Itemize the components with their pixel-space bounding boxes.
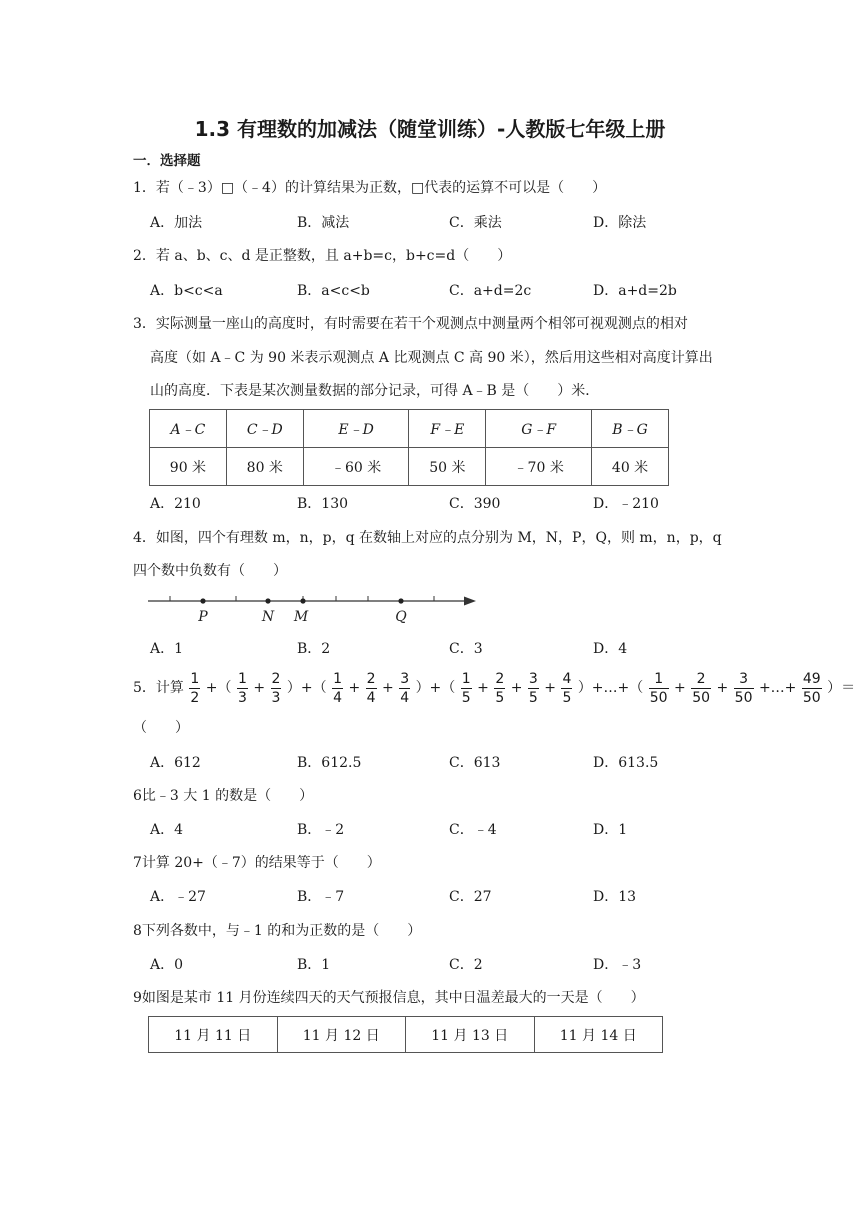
operator: +（ [205, 680, 232, 696]
fraction: $\frac{1}{50}$ [649, 670, 668, 706]
table-cell: F﹣E [409, 410, 486, 448]
weather-forecast-table [148, 1016, 663, 1053]
point-p-dot [200, 598, 205, 603]
operator: ）+（ [415, 680, 456, 696]
question-9-text: 9如图是某市 11 月份连续四天的天气预报信息，其中日温差最大的一天是（ ） [133, 990, 645, 1006]
table-cell: 90 米 [150, 448, 227, 486]
option-a[interactable]: A．210 [150, 496, 201, 512]
question-3-line-1: 3．实际测量一座山的高度时，有时需要在若干个观测点中测量两个相邻可视观测点的相对 [133, 316, 688, 332]
option-d[interactable]: D．4 [593, 641, 628, 657]
option-b[interactable]: B．a<c<b [297, 283, 370, 299]
number-line-figure [146, 590, 486, 626]
question-7-text: 7计算 20+（﹣7）的结果等于（ ） [133, 855, 381, 871]
operator: + [348, 680, 361, 696]
question-4-line-1: 4．如图，四个有理数 m，n，p，q 在数轴上对应的点分别为 M，N，P，Q，则 m，n，p，q [133, 530, 722, 546]
question-5-options [150, 753, 710, 773]
question-1-options [150, 213, 710, 233]
fraction: $\frac{1}{2}$ [190, 670, 200, 706]
option-a[interactable]: A．加法 [150, 215, 203, 231]
table-cell: C﹣D [226, 410, 303, 448]
question-1-text: 1．若（﹣3）□（﹣4）的计算结果为正数，□代表的运算不可以是（ ） [133, 180, 607, 196]
question-3-line-2: 高度（如 A﹣C 为 90 米表示观测点 A 比观测点 C 高 90 米），然后用这些相对高度计算出 [150, 350, 713, 366]
option-b[interactable]: B．减法 [297, 215, 350, 231]
table-cell: 80 米 [226, 448, 303, 486]
fraction: $\frac{2}{4}$ [366, 670, 376, 706]
fraction: $\frac{3}{50}$ [734, 670, 753, 706]
operator: + [674, 680, 686, 696]
operator: ）＝ [827, 680, 856, 696]
height-data-table [149, 409, 669, 486]
option-d[interactable]: D．﹣210 [593, 496, 659, 512]
fraction: $\frac{3}{5}$ [528, 670, 538, 706]
option-c[interactable]: C．﹣4 [449, 822, 497, 838]
option-d[interactable]: D．13 [593, 889, 637, 905]
question-6-options [150, 820, 710, 840]
option-d[interactable]: D．613.5 [593, 755, 659, 771]
option-b[interactable]: B．612.5 [297, 755, 362, 771]
fraction: $\frac{1}{3}$ [237, 670, 247, 706]
operator: ）+（ [286, 680, 327, 696]
option-a[interactable]: A．﹣27 [150, 889, 206, 905]
question-3-options [150, 494, 710, 514]
option-c[interactable]: C．390 [449, 496, 501, 512]
question-6-text: 6比﹣3 大 1 的数是（ ） [133, 788, 314, 804]
fraction: $\frac{1}{4}$ [333, 670, 342, 706]
option-a[interactable]: A．b<c<a [150, 283, 223, 299]
operator: + [477, 680, 489, 696]
question-5-expression [133, 668, 855, 708]
arrow-icon [464, 597, 476, 606]
fraction: $\frac{1}{5}$ [461, 670, 471, 706]
option-d[interactable]: D．1 [593, 822, 628, 838]
table-cell: G﹣F [486, 410, 592, 448]
question-2-options [150, 281, 710, 301]
option-d[interactable]: D．﹣3 [593, 957, 642, 973]
table-row [150, 448, 669, 486]
table-cell: 40 米 [592, 448, 669, 486]
option-a[interactable]: A．0 [150, 957, 184, 973]
option-a[interactable]: A．1 [150, 641, 184, 657]
operator: + [510, 680, 523, 696]
option-d[interactable]: D．a+d=2b [593, 283, 677, 299]
question-7-options [150, 887, 710, 907]
question-4-options [150, 639, 710, 659]
option-c[interactable]: C．27 [449, 889, 492, 905]
table-cell: 11 月 14 日 [534, 1017, 663, 1053]
question-8-text: 8下列各数中，与﹣1 的和为正数的是（ ） [133, 923, 422, 939]
option-b[interactable]: B．130 [297, 496, 349, 512]
point-q-label: Q [395, 609, 407, 625]
question-5-answer-blank: （ ） [133, 720, 189, 736]
fraction: $\frac{2}{5}$ [495, 670, 505, 706]
option-b[interactable]: B．﹣7 [297, 889, 345, 905]
option-c[interactable]: C．a+d=2c [449, 283, 532, 299]
table-cell: ﹣60 米 [303, 448, 409, 486]
operator: + [382, 680, 394, 696]
fraction: $\frac{2}{50}$ [692, 670, 711, 706]
table-header-row [150, 410, 669, 448]
option-b[interactable]: B．﹣2 [297, 822, 345, 838]
option-b[interactable]: B．1 [297, 957, 331, 973]
option-a[interactable]: A．612 [150, 755, 201, 771]
table-cell: 11 月 12 日 [277, 1017, 406, 1053]
point-p-label: P [198, 609, 208, 625]
operator: +…+ [758, 680, 797, 696]
operator: + [716, 680, 729, 696]
table-header-row [149, 1017, 663, 1053]
point-m-label: M [293, 609, 309, 625]
table-cell: 50 米 [409, 448, 486, 486]
fraction: $\frac{3}{4}$ [400, 670, 410, 706]
table-cell: B﹣G [592, 410, 669, 448]
question-5-prefix: 5．计算 [133, 680, 184, 696]
point-n-dot [265, 598, 270, 603]
section-heading: 一．选择题 [133, 153, 201, 169]
operator: + [253, 680, 266, 696]
fraction: $\frac{2}{3}$ [271, 670, 281, 706]
option-c[interactable]: C．3 [449, 641, 483, 657]
operator: ）+…+（ [577, 680, 644, 696]
question-3-line-3: 山的高度．下表是某次测量数据的部分记录，可得 A﹣B 是（ ）米． [150, 383, 600, 399]
table-cell: 11 月 11 日 [149, 1017, 278, 1053]
point-n-label: N [261, 609, 275, 625]
table-cell: ﹣70 米 [486, 448, 592, 486]
fraction: $\frac{49}{50}$ [802, 670, 821, 706]
table-cell: E﹣D [303, 410, 409, 448]
option-a[interactable]: A．4 [150, 822, 184, 838]
option-d[interactable]: D．除法 [593, 215, 647, 231]
point-m-dot [300, 598, 305, 603]
option-c[interactable]: C．2 [449, 957, 483, 973]
option-b[interactable]: B．2 [297, 641, 331, 657]
table-cell: A﹣C [150, 410, 227, 448]
point-q-dot [398, 598, 403, 603]
question-8-options [150, 955, 710, 975]
table-cell: 11 月 13 日 [406, 1017, 535, 1053]
question-2-text: 2．若 a、b、c、d 是正整数，且 a+b=c，b+c=d（ ） [133, 248, 512, 264]
question-4-line-2: 四个数中负数有（ ） [133, 563, 287, 579]
operator: + [544, 680, 556, 696]
option-c[interactable]: C．乘法 [449, 215, 502, 231]
option-c[interactable]: C．613 [449, 755, 501, 771]
page-title: 1.3 有理数的加减法（随堂训练）-人教版七年级上册 [194, 117, 666, 141]
fraction: $\frac{4}{5}$ [562, 670, 572, 706]
